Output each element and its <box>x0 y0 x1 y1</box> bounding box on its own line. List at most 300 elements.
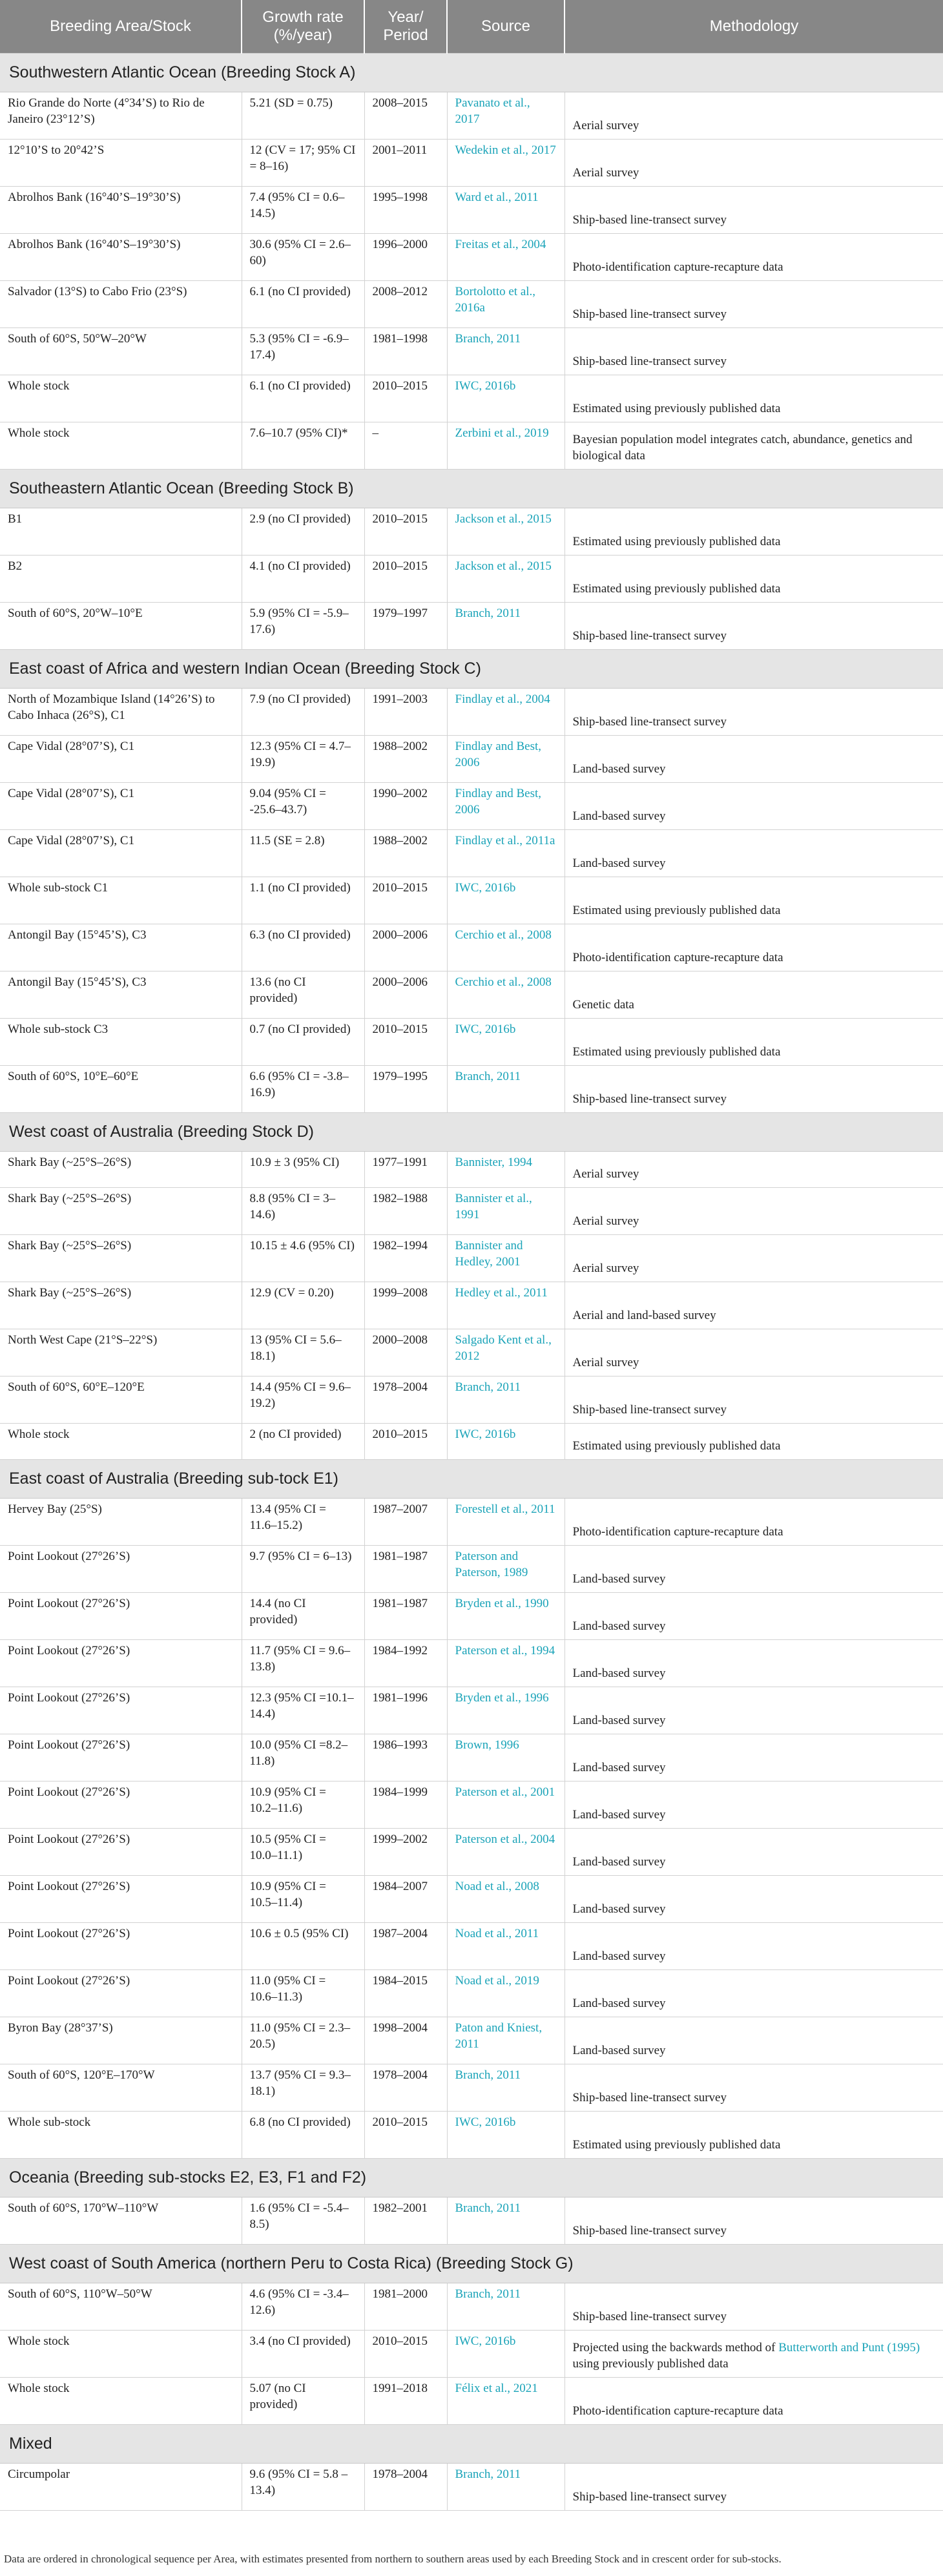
table-row <box>0 1828 943 1875</box>
table-row <box>0 2197 943 2244</box>
cell-area: South of 60°S, 110°W–50°W <box>0 2283 242 2330</box>
cell-area: Whole stock <box>0 375 242 422</box>
table-row <box>0 508 943 555</box>
cell-source <box>447 1065 565 1112</box>
table-row <box>0 1018 943 1065</box>
table-row <box>0 2111 943 2158</box>
cell-growth-rate: 30.6 (95% CI = 2.6–60) <box>242 233 364 280</box>
cell-source <box>447 1282 565 1329</box>
cell-period: 2001–2011 <box>364 139 447 186</box>
cell-growth-rate: 10.6 ± 0.5 (95% CI) <box>242 1922 364 1969</box>
cell-period: 1996–2000 <box>364 233 447 280</box>
cell-growth-rate: 13.6 (no CI provided) <box>242 971 364 1018</box>
cell-growth-rate: 6.1 (no CI provided) <box>242 375 364 422</box>
header-source: Source <box>447 0 565 53</box>
cell-area: Whole sub-stock C1 <box>0 877 242 924</box>
source-link[interactable]: Branch, 2011 <box>455 606 521 620</box>
source-link[interactable]: IWC, 2016b <box>455 1427 516 1441</box>
table-row <box>0 280 943 327</box>
cell-area: South of 60°S, 120°E–170°W <box>0 2064 242 2111</box>
source-link[interactable]: IWC, 2016b <box>455 2334 516 2348</box>
cell-area: Shark Bay (~25°S–26°S) <box>0 1187 242 1234</box>
header-period: Year/ Period <box>364 0 447 53</box>
cell-area: South of 60°S, 50°W–20°W <box>0 327 242 375</box>
source-link[interactable]: Paterson et al., 2001 <box>455 1785 555 1799</box>
cell-period: 1988–2002 <box>364 735 447 782</box>
cell-source <box>447 1151 565 1187</box>
header-growth-rate: Growth rate (%/year) <box>242 0 364 53</box>
cell-source <box>447 877 565 924</box>
cell-methodology: Land-based survey <box>565 1734 943 1781</box>
cell-source <box>447 280 565 327</box>
cell-area: Point Lookout (27°26’S) <box>0 1828 242 1875</box>
cell-period: 1979–1995 <box>364 1065 447 1112</box>
method-reference-link[interactable]: Butterworth and Punt (1995) <box>778 2340 920 2354</box>
table-row <box>0 1498 943 1545</box>
cell-area: Cape Vidal (28°07’S), C1 <box>0 829 242 877</box>
cell-methodology: Ship-based line-transect survey <box>565 1376 943 1423</box>
cell-growth-rate: 5.9 (95% CI = -5.9–17.6) <box>242 602 364 649</box>
source-link[interactable]: Salgado Kent et al., 2012 <box>455 1333 552 1363</box>
table-row <box>0 2017 943 2064</box>
source-link[interactable]: Branch, 2011 <box>455 1380 521 1394</box>
cell-growth-rate: 11.7 (95% CI = 9.6–13.8) <box>242 1639 364 1687</box>
cell-source <box>447 1187 565 1234</box>
cell-source <box>447 2017 565 2064</box>
table-row <box>0 735 943 782</box>
cell-source <box>447 422 565 469</box>
cell-source <box>447 1969 565 2017</box>
cell-source <box>447 375 565 422</box>
cell-growth-rate: 2 (no CI provided) <box>242 1423 364 1459</box>
cell-methodology: Ship-based line-transect survey <box>565 280 943 327</box>
cell-source <box>447 1592 565 1639</box>
cell-period: – <box>364 422 447 469</box>
cell-area: Point Lookout (27°26’S) <box>0 1734 242 1781</box>
method-text: Projected using the backwards method of <box>572 2340 779 2354</box>
cell-source <box>447 233 565 280</box>
cell-growth-rate: 12.9 (CV = 0.20) <box>242 1282 364 1329</box>
source-link[interactable]: Freitas et al., 2004 <box>455 237 546 251</box>
cell-period: 2010–2015 <box>364 2330 447 2377</box>
cell-methodology: Ship-based line-transect survey <box>565 327 943 375</box>
cell-period: 2010–2015 <box>364 877 447 924</box>
cell-methodology: Photo-identification capture-recapture data <box>565 233 943 280</box>
table-row <box>0 782 943 829</box>
header-area: Breeding Area/Stock <box>0 0 242 53</box>
cell-source <box>447 1018 565 1065</box>
section-title: West coast of Australia (Breeding Stock D) <box>0 1112 943 1151</box>
cell-methodology: Estimated using previously published data <box>565 1423 943 1459</box>
source-link[interactable]: Bryden et al., 1996 <box>455 1690 549 1705</box>
section-header <box>0 469 943 508</box>
cell-source <box>447 602 565 649</box>
cell-period: 2010–2015 <box>364 1423 447 1459</box>
cell-growth-rate: 6.6 (95% CI = -3.8–16.9) <box>242 1065 364 1112</box>
cell-source <box>447 1498 565 1545</box>
cell-methodology: Estimated using previously published data <box>565 555 943 602</box>
cell-period: 1998–2004 <box>364 2017 447 2064</box>
cell-source <box>447 1828 565 1875</box>
cell-methodology: Land-based survey <box>565 1828 943 1875</box>
table-row <box>0 2463 943 2510</box>
table-row <box>0 1151 943 1187</box>
table-row <box>0 327 943 375</box>
section-title: Oceania (Breeding sub-stocks E2, E3, F1 and F2) <box>0 2158 943 2197</box>
cell-source <box>447 782 565 829</box>
source-link[interactable]: Branch, 2011 <box>455 2201 521 2215</box>
cell-methodology: Estimated using previously published data <box>565 1018 943 1065</box>
cell-period: 2000–2006 <box>364 924 447 971</box>
cell-growth-rate: 6.3 (no CI provided) <box>242 924 364 971</box>
cell-growth-rate: 10.9 (95% CI = 10.5–11.4) <box>242 1875 364 1922</box>
cell-growth-rate: 13.7 (95% CI = 9.3–18.1) <box>242 2064 364 2111</box>
cell-methodology: Land-based survey <box>565 2017 943 2064</box>
cell-methodology: Ship-based line-transect survey <box>565 2064 943 2111</box>
cell-source <box>447 2111 565 2158</box>
source-link[interactable]: Bryden et al., 1990 <box>455 1596 549 1610</box>
source-link[interactable]: Branch, 2011 <box>455 2068 521 2082</box>
cell-methodology: Aerial and land-based survey <box>565 1282 943 1329</box>
cell-area: Abrolhos Bank (16°40’S–19°30’S) <box>0 186 242 233</box>
source-link[interactable]: Paterson and Paterson, 1989 <box>455 1549 528 1579</box>
cell-period: 2000–2008 <box>364 1329 447 1376</box>
cell-period: 1991–2003 <box>364 688 447 735</box>
cell-period: 2010–2015 <box>364 555 447 602</box>
cell-source <box>447 2330 565 2377</box>
table-body <box>0 53 943 2510</box>
cell-period: 1981–2000 <box>364 2283 447 2330</box>
cell-area: Shark Bay (~25°S–26°S) <box>0 1282 242 1329</box>
cell-methodology: Aerial survey <box>565 1234 943 1282</box>
cell-growth-rate: 11.0 (95% CI = 2.3–20.5) <box>242 2017 364 2064</box>
cell-area: B2 <box>0 555 242 602</box>
cell-methodology: Estimated using previously published data <box>565 2111 943 2158</box>
source-link[interactable]: IWC, 2016b <box>455 880 516 895</box>
table-row <box>0 1423 943 1459</box>
source-link[interactable]: IWC, 2016b <box>455 379 516 393</box>
cell-methodology: Aerial survey <box>565 139 943 186</box>
source-link[interactable]: Bannister, 1994 <box>455 1155 533 1169</box>
cell-methodology: Bayesian population model integrates catch, abundance, genetics and biological data <box>565 422 943 469</box>
cell-methodology: Estimated using previously published data <box>565 877 943 924</box>
table-row <box>0 233 943 280</box>
source-link[interactable]: IWC, 2016b <box>455 2115 516 2129</box>
source-link[interactable]: Findlay and Best, 2006 <box>455 739 542 769</box>
source-link[interactable]: Noad et al., 2008 <box>455 1879 539 1893</box>
source-link[interactable]: Zerbini et al., 2019 <box>455 426 549 440</box>
cell-source <box>447 2197 565 2244</box>
cell-area: Whole stock <box>0 422 242 469</box>
cell-source <box>447 2463 565 2510</box>
cell-growth-rate: 2.9 (no CI provided) <box>242 508 364 555</box>
cell-area: Cape Vidal (28°07’S), C1 <box>0 735 242 782</box>
source-link[interactable]: Cerchio et al., 2008 <box>455 928 552 942</box>
cell-area: Shark Bay (~25°S–26°S) <box>0 1234 242 1282</box>
cell-source <box>447 735 565 782</box>
source-link[interactable]: Branch, 2011 <box>455 331 521 346</box>
cell-growth-rate: 14.4 (no CI provided) <box>242 1592 364 1639</box>
cell-growth-rate: 11.0 (95% CI = 10.6–11.3) <box>242 1969 364 2017</box>
cell-source <box>447 1922 565 1969</box>
cell-source <box>447 555 565 602</box>
cell-period: 1999–2002 <box>364 1828 447 1875</box>
cell-area: Antongil Bay (15°45’S), C3 <box>0 971 242 1018</box>
cell-area: Whole stock <box>0 2330 242 2377</box>
cell-period: 1978–2004 <box>364 2064 447 2111</box>
cell-source <box>447 508 565 555</box>
cell-methodology: Land-based survey <box>565 782 943 829</box>
cell-period: 1981–1998 <box>364 327 447 375</box>
section-header <box>0 1459 943 1498</box>
cell-methodology: Aerial survey <box>565 1187 943 1234</box>
table-row <box>0 829 943 877</box>
table-row <box>0 1781 943 1828</box>
source-link[interactable]: Jackson et al., 2015 <box>455 512 552 526</box>
cell-growth-rate: 1.6 (95% CI = -5.4–8.5) <box>242 2197 364 2244</box>
cell-period: 1984–1999 <box>364 1781 447 1828</box>
cell-period: 1978–2004 <box>364 2463 447 2510</box>
cell-growth-rate: 9.7 (95% CI = 6–13) <box>242 1545 364 1592</box>
cell-period: 1991–2018 <box>364 2377 447 2424</box>
table-row <box>0 1234 943 1282</box>
section-header <box>0 2424 943 2463</box>
cell-area: Salvador (13°S) to Cabo Frio (23°S) <box>0 280 242 327</box>
cell-period: 1995–1998 <box>364 186 447 233</box>
cell-growth-rate: 7.9 (no CI provided) <box>242 688 364 735</box>
table-row <box>0 555 943 602</box>
method-text: using previously published data <box>572 2356 729 2371</box>
cell-growth-rate: 12 (CV = 17; 95% CI = 8–16) <box>242 139 364 186</box>
cell-growth-rate: 11.5 (SE = 2.8) <box>242 829 364 877</box>
section-header <box>0 2244 943 2283</box>
source-link[interactable]: Noad et al., 2011 <box>455 1926 539 1940</box>
table-row <box>0 688 943 735</box>
cell-growth-rate: 4.1 (no CI provided) <box>242 555 364 602</box>
source-link[interactable]: Noad et al., 2019 <box>455 1973 539 1988</box>
cell-growth-rate: 1.1 (no CI provided) <box>242 877 364 924</box>
section-header <box>0 649 943 688</box>
cell-period: 1978–2004 <box>364 1376 447 1423</box>
cell-area: Whole sub-stock C3 <box>0 1018 242 1065</box>
cell-period: 1982–1988 <box>364 1187 447 1234</box>
cell-growth-rate: 6.8 (no CI provided) <box>242 2111 364 2158</box>
cell-area: 12°10’S to 20°42’S <box>0 139 242 186</box>
section-title: Southeastern Atlantic Ocean (Breeding Stock B) <box>0 469 943 508</box>
cell-period: 1981–1987 <box>364 1545 447 1592</box>
cell-period: 1981–1996 <box>364 1687 447 1734</box>
cell-growth-rate: 7.6–10.7 (95% CI)* <box>242 422 364 469</box>
cell-area: South of 60°S, 10°E–60°E <box>0 1065 242 1112</box>
cell-growth-rate: 13.4 (95% CI = 11.6–15.2) <box>242 1498 364 1545</box>
cell-methodology: Land-based survey <box>565 1969 943 2017</box>
cell-area: Whole sub-stock <box>0 2111 242 2158</box>
table-row <box>0 1282 943 1329</box>
table-row <box>0 422 943 469</box>
cell-period: 2010–2015 <box>364 375 447 422</box>
header-methodology: Methodology <box>565 0 943 53</box>
cell-period: 2000–2006 <box>364 971 447 1018</box>
cell-area: Point Lookout (27°26’S) <box>0 1922 242 1969</box>
cell-period: 1984–1992 <box>364 1639 447 1687</box>
table-row <box>0 1545 943 1592</box>
table-row <box>0 1734 943 1781</box>
cell-area: Whole stock <box>0 2377 242 2424</box>
cell-growth-rate: 0.7 (no CI provided) <box>242 1018 364 1065</box>
table-row <box>0 971 943 1018</box>
cell-area: Point Lookout (27°26’S) <box>0 1639 242 1687</box>
cell-period: 2010–2015 <box>364 1018 447 1065</box>
cell-source <box>447 829 565 877</box>
cell-methodology: Ship-based line-transect survey <box>565 2197 943 2244</box>
cell-period: 1990–2002 <box>364 782 447 829</box>
source-link[interactable]: Bortolotto et al., 2016a <box>455 284 536 315</box>
cell-period: 1982–1994 <box>364 1234 447 1282</box>
table-row <box>0 1687 943 1734</box>
cell-methodology: Ship-based line-transect survey <box>565 2283 943 2330</box>
source-link[interactable]: Findlay and Best, 2006 <box>455 786 542 816</box>
cell-source <box>447 971 565 1018</box>
cell-methodology: Ship-based line-transect survey <box>565 1065 943 1112</box>
cell-period: 1979–1997 <box>364 602 447 649</box>
cell-methodology: Aerial survey <box>565 1151 943 1187</box>
cell-period: 2008–2012 <box>364 280 447 327</box>
source-link[interactable]: Félix et al., 2021 <box>455 2381 538 2395</box>
cell-growth-rate: 10.5 (95% CI = 10.0–11.1) <box>242 1828 364 1875</box>
cell-methodology: Estimated using previously published data <box>565 508 943 555</box>
source-link[interactable]: Findlay et al., 2004 <box>455 692 550 706</box>
table-row <box>0 2330 943 2377</box>
cell-growth-rate: 10.0 (95% CI =8.2–11.8) <box>242 1734 364 1781</box>
table-row <box>0 1875 943 1922</box>
cell-area: South of 60°S, 170°W–110°W <box>0 2197 242 2244</box>
source-link[interactable]: Bannister and Hedley, 2001 <box>455 1238 523 1269</box>
source-link[interactable]: Jackson et al., 2015 <box>455 559 552 573</box>
cell-methodology: Aerial survey <box>565 1329 943 1376</box>
source-link[interactable]: Paterson et al., 1994 <box>455 1643 555 1657</box>
cell-source <box>447 2283 565 2330</box>
cell-methodology: Land-based survey <box>565 1639 943 1687</box>
cell-period: 1987–2007 <box>364 1498 447 1545</box>
cell-methodology: Land-based survey <box>565 1545 943 1592</box>
cell-area: Point Lookout (27°26’S) <box>0 1969 242 2017</box>
source-link[interactable]: Pavanato et al., 2017 <box>455 96 530 126</box>
source-link[interactable]: Branch, 2011 <box>455 1069 521 1083</box>
cell-growth-rate: 10.15 ± 4.6 (95% CI) <box>242 1234 364 1282</box>
table-footnote: Data are ordered in chronological sequence per Area, with estimates presented from northern to southern areas used by each Breeding Stock and in crescent order for sub-stocks. <box>4 2553 782 2565</box>
cell-period: 1987–2004 <box>364 1922 447 1969</box>
cell-source <box>447 1639 565 1687</box>
source-link[interactable]: Bannister et al., 1991 <box>455 1191 532 1221</box>
table-row <box>0 2064 943 2111</box>
cell-source <box>447 139 565 186</box>
section-header <box>0 1112 943 1151</box>
cell-methodology: Photo-identification capture-recapture data <box>565 924 943 971</box>
cell-source <box>447 1545 565 1592</box>
cell-area: South of 60°S, 20°W–10°E <box>0 602 242 649</box>
table-row <box>0 1376 943 1423</box>
cell-area: Point Lookout (27°26’S) <box>0 1592 242 1639</box>
source-link[interactable]: Hedley et al., 2011 <box>455 1285 548 1300</box>
cell-area: Abrolhos Bank (16°40’S–19°30’S) <box>0 233 242 280</box>
table-row <box>0 2377 943 2424</box>
cell-growth-rate: 6.1 (no CI provided) <box>242 280 364 327</box>
table-row <box>0 2283 943 2330</box>
cell-source <box>447 2064 565 2111</box>
table-header <box>0 0 943 53</box>
source-link[interactable]: Ward et al., 2011 <box>455 190 539 204</box>
cell-period: 2010–2015 <box>364 2111 447 2158</box>
cell-period: 1984–2007 <box>364 1875 447 1922</box>
cell-area: Rio Grande do Norte (4°34’S) to Rio de Janeiro (23°12’S) <box>0 92 242 139</box>
cell-area: Whole stock <box>0 1423 242 1459</box>
cell-methodology: Genetic data <box>565 971 943 1018</box>
table-row <box>0 924 943 971</box>
source-link[interactable]: IWC, 2016b <box>455 1022 516 1036</box>
cell-methodology: Land-based survey <box>565 1687 943 1734</box>
cell-growth-rate: 8.8 (95% CI = 3–14.6) <box>242 1187 364 1234</box>
table-row <box>0 375 943 422</box>
source-link[interactable]: Paterson et al., 2004 <box>455 1832 555 1846</box>
cell-methodology: Ship-based line-transect survey <box>565 688 943 735</box>
source-link[interactable]: Cerchio et al., 2008 <box>455 975 552 989</box>
cell-source <box>447 1423 565 1459</box>
cell-source <box>447 1875 565 1922</box>
cell-methodology: Photo-identification capture-recapture data <box>565 2377 943 2424</box>
cell-growth-rate: 9.04 (95% CI = -25.6–43.7) <box>242 782 364 829</box>
cell-area: Byron Bay (28°37’S) <box>0 2017 242 2064</box>
cell-growth-rate: 13 (95% CI = 5.6–18.1) <box>242 1329 364 1376</box>
cell-area: Cape Vidal (28°07’S), C1 <box>0 782 242 829</box>
cell-area: North of Mozambique Island (14°26’S) to Cabo Inhaca (26°S), C1 <box>0 688 242 735</box>
cell-source <box>447 1781 565 1828</box>
section-header <box>0 2158 943 2197</box>
cell-growth-rate: 9.6 (95% CI = 5.8 –13.4) <box>242 2463 364 2510</box>
cell-source <box>447 1376 565 1423</box>
cell-methodology: Ship-based line-transect survey <box>565 2463 943 2510</box>
table-row <box>0 1969 943 2017</box>
source-link[interactable]: Brown, 1996 <box>455 1738 519 1752</box>
table-row <box>0 1187 943 1234</box>
source-link[interactable]: Forestell et al., 2011 <box>455 1502 555 1516</box>
cell-source <box>447 688 565 735</box>
cell-methodology: Land-based survey <box>565 829 943 877</box>
cell-methodology: Ship-based line-transect survey <box>565 602 943 649</box>
cell-area: North West Cape (21°S–22°S) <box>0 1329 242 1376</box>
cell-source <box>447 1329 565 1376</box>
cell-period: 2008–2015 <box>364 92 447 139</box>
section-title: West coast of South America (northern Peru to Costa Rica) (Breeding Stock G) <box>0 2244 943 2283</box>
cell-growth-rate: 3.4 (no CI provided) <box>242 2330 364 2377</box>
cell-methodology: Estimated using previously published data <box>565 375 943 422</box>
source-link[interactable]: Findlay et al., 2011a <box>455 833 555 847</box>
cell-methodology: Ship-based line-transect survey <box>565 186 943 233</box>
cell-growth-rate: 14.4 (95% CI = 9.6–19.2) <box>242 1376 364 1423</box>
source-link[interactable]: Branch, 2011 <box>455 2287 521 2301</box>
cell-methodology: Land-based survey <box>565 1592 943 1639</box>
cell-period: 2010–2015 <box>364 508 447 555</box>
source-link[interactable]: Paton and Kniest, 2011 <box>455 2020 543 2051</box>
cell-source <box>447 327 565 375</box>
cell-period: 1984–2015 <box>364 1969 447 2017</box>
source-link[interactable]: Wedekin et al., 2017 <box>455 143 556 157</box>
cell-period: 1986–1993 <box>364 1734 447 1781</box>
table-row <box>0 1592 943 1639</box>
table-row <box>0 1922 943 1969</box>
cell-methodology: Land-based survey <box>565 735 943 782</box>
source-link[interactable]: Branch, 2011 <box>455 2467 521 2481</box>
cell-source <box>447 1687 565 1734</box>
